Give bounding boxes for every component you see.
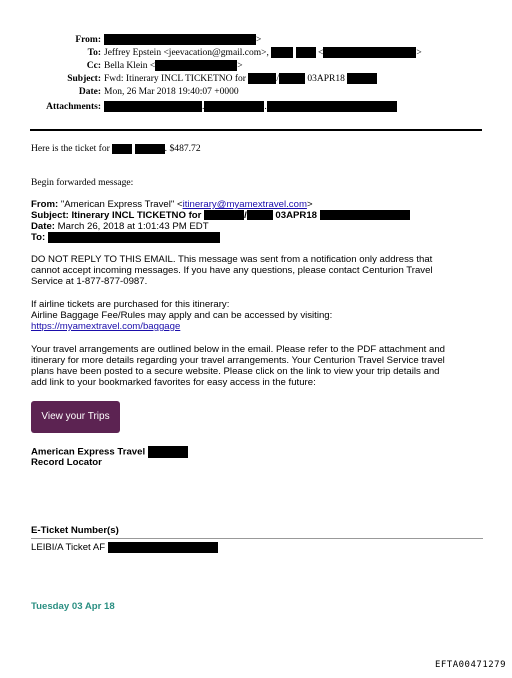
ticket-price: . $487.72: [164, 143, 201, 154]
record-line-2: Record Locator: [31, 457, 102, 468]
to-recipient[interactable]: Jeffrey Epstein <jeevacation@gmail.com>,: [104, 48, 269, 58]
record-line-1-text: American Express Travel: [31, 446, 146, 458]
eticket-divider: [31, 538, 483, 539]
fwd-from-end: >: [306, 199, 313, 210]
eticket-value-text: LEIBI/A Ticket AF: [31, 542, 106, 554]
notice-line-3: Service at 1-877-877-0987.: [31, 276, 148, 287]
ticket-line-text: Here is the ticket for: [31, 143, 110, 154]
fwd-from-email-link[interactable]: itinerary@myamextravel.com: [182, 199, 307, 210]
fwd-from-name: "American Express Travel" <: [60, 199, 183, 210]
redaction: [155, 60, 237, 71]
subject-label: Subject:: [67, 74, 101, 84]
cc-value: Bella Klein < >: [104, 61, 243, 71]
eticket-heading: E-Ticket Number(s): [31, 525, 119, 536]
attachments-value: . .: [104, 101, 397, 113]
redaction: [347, 73, 377, 84]
redaction: [323, 47, 416, 58]
arrangements-line-4: add link to your bookmarked favorites for easy access in the future:: [31, 377, 316, 388]
redaction: [204, 210, 244, 220]
redaction: [267, 101, 397, 112]
redaction: [247, 210, 273, 220]
fwd-from: [31, 199, 313, 211]
redaction: [104, 101, 202, 112]
to-value: Jeffrey Epstein <jeevacation@gmail.com>, < >: [104, 48, 422, 58]
baggage-line-2: Airline Baggage Fee/Rules may apply and can be accessed by visiting:: [31, 310, 333, 321]
subject-text: Fwd: Itinerary INCL TICKETNO for: [104, 74, 246, 84]
ticket-line: [31, 143, 201, 155]
notice-line-2: cannot accept incoming messages. If you have any questions, please contact Centurion Travel: [31, 265, 433, 276]
fwd-subject: Subject: Itinerary INCL TICKETNO for / 03APR18: [31, 210, 410, 222]
redaction: [320, 210, 410, 220]
view-trips-button[interactable]: View your Trips: [31, 401, 120, 433]
document-id: EFTA00471279: [434, 660, 506, 670]
redaction: [148, 446, 188, 458]
header-divider: [30, 129, 482, 131]
date-value: Mon, 26 Mar 2018 19:40:07 +0000: [104, 87, 239, 97]
cc-recipient[interactable]: Bella Klein <: [104, 61, 156, 71]
redaction: [112, 144, 132, 154]
fwd-subject-date: 03APR18: [275, 210, 318, 221]
subject-date: 03APR18: [307, 74, 345, 84]
redaction: [108, 542, 218, 553]
fwd-date-label: Date:: [31, 221, 55, 232]
date-label: Date:: [78, 87, 101, 97]
notice-line-1: DO NOT REPLY TO THIS EMAIL. This message was sent from a notification only address that: [31, 254, 433, 265]
baggage-line-1: If airline tickets are purchased for this itinerary:: [31, 299, 230, 310]
baggage-link[interactable]: https://myamextravel.com/baggage: [31, 321, 181, 332]
from-value: >: [104, 34, 261, 46]
fwd-to: [31, 232, 220, 244]
arrangements-line-1: Your travel arrangements are outlined below in the email. Please refer to the PDF attachment and: [31, 344, 446, 355]
eticket-value: [31, 542, 218, 554]
cc-label: Cc:: [86, 61, 101, 71]
arrangements-line-2: itinerary for more details regarding your travel arrangements. Your Centurion Travel Service travel: [31, 355, 445, 366]
redaction: [135, 144, 165, 154]
arrangements-line-3: plans have been posted to a secure website. Please click on the link to view your trip details and: [31, 366, 440, 377]
fwd-to-label: To:: [31, 232, 46, 244]
baggage-link-row: [31, 321, 180, 333]
fwd-date-value: March 26, 2018 at 1:01:43 PM EDT: [57, 221, 209, 232]
from-label: From:: [75, 35, 101, 45]
redaction: [271, 47, 293, 58]
to-label: To:: [87, 48, 101, 58]
fwd-from-label: From:: [31, 199, 59, 210]
redaction: [279, 73, 305, 84]
fwd-date: [31, 221, 209, 233]
redaction: [48, 232, 220, 243]
fwd-subject-text: Subject: Itinerary INCL TICKETNO for: [31, 210, 202, 221]
subject-value: Fwd: Itinerary INCL TICKETNO for / 03APR18: [104, 73, 377, 85]
redaction: [204, 101, 264, 112]
trip-date: Tuesday 03 Apr 18: [31, 601, 115, 612]
redaction: [104, 34, 256, 45]
attachments-label: Attachments:: [46, 102, 101, 112]
begin-forwarded: Begin forwarded message:: [31, 177, 134, 188]
redaction: [248, 73, 276, 84]
redaction: [296, 47, 316, 58]
